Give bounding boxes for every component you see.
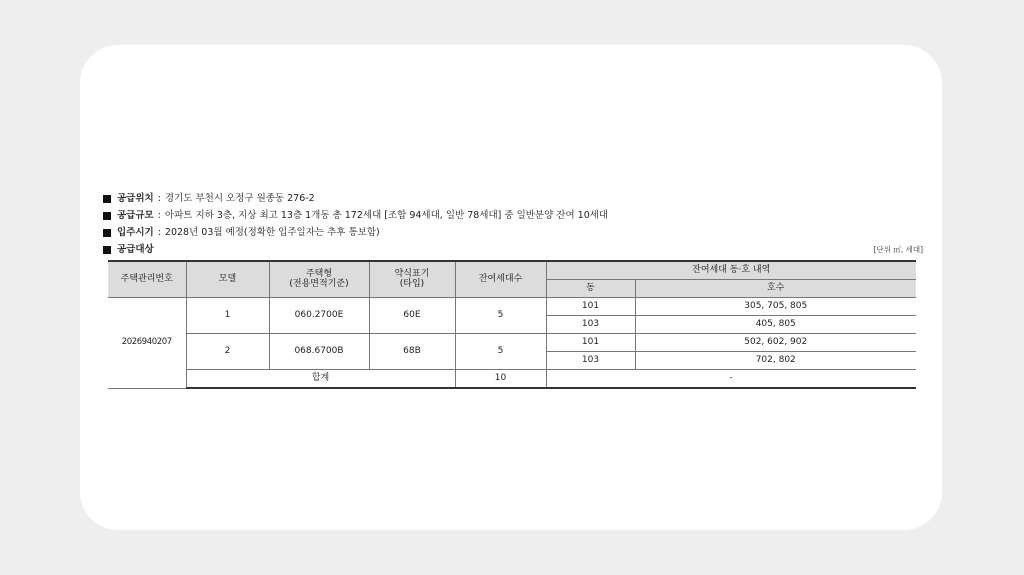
model-cell: 1: [186, 298, 269, 334]
header-abbr: 약식표기 (타입): [369, 261, 455, 298]
header-ho: 호수: [635, 280, 916, 298]
header-detail: 잔여세대 동·호 내역: [546, 261, 916, 280]
supply-info: [103, 190, 923, 258]
mgmt-no-cell: 2026940207: [108, 298, 186, 389]
supply-scale-line: [103, 207, 923, 224]
dong-cell: 101: [546, 334, 635, 352]
movein-label: 입주시기: [117, 227, 154, 238]
total-count: 10: [455, 370, 546, 389]
remaining-units-table: [108, 260, 916, 389]
supply-scale-value: 아파트 지하 3층, 지상 최고 13층 1개동 총 172세대 [조합 94세대, 일반 78세대] 중 일반분양 잔여 10세대: [164, 210, 609, 221]
table-row: [108, 334, 916, 352]
total-row: [108, 370, 916, 389]
supply-location-line: [103, 190, 923, 207]
header-row: [108, 261, 916, 280]
house-type-cell: 068.6700B: [269, 334, 369, 370]
dong-cell: 101: [546, 298, 635, 316]
ho-cell: 305, 705, 805: [635, 298, 916, 316]
house-type-cell: 060.2700E: [269, 298, 369, 334]
supply-target-line: [103, 241, 923, 258]
square-bullet-icon: [103, 246, 111, 254]
header-mgmt-no: 주택관리번호: [108, 261, 186, 298]
dong-cell: 103: [546, 352, 635, 370]
count-cell: 5: [455, 298, 546, 334]
unit-note: [단위 ㎡, 세대]: [873, 245, 923, 254]
colon-separator: :: [157, 193, 161, 204]
model-cell: 2: [186, 334, 269, 370]
ho-cell: 405, 805: [635, 316, 916, 334]
supply-target-label: 공급대상: [117, 244, 154, 255]
square-bullet-icon: [103, 229, 111, 237]
header-dong: 동: [546, 280, 635, 298]
ho-cell: 502, 602, 902: [635, 334, 916, 352]
header-remaining: 잔여세대수: [455, 261, 546, 298]
dong-cell: 103: [546, 316, 635, 334]
supply-location-value: 경기도 부천시 오정구 원종동 276-2: [164, 193, 315, 204]
movein-value: 2028년 03월 예정(정확한 입주일자는 추후 통보함): [164, 227, 380, 238]
square-bullet-icon: [103, 195, 111, 203]
abbr-cell: 68B: [369, 334, 455, 370]
colon-separator: :: [157, 210, 161, 221]
supply-location-label: 공급위치: [117, 193, 154, 204]
header-model: 모델: [186, 261, 269, 298]
header-house-type: 주택형 (전용면적기준): [269, 261, 369, 298]
supply-scale-label: 공급규모: [117, 210, 154, 221]
square-bullet-icon: [103, 212, 111, 220]
ho-cell: 702, 802: [635, 352, 916, 370]
movein-line: [103, 224, 923, 241]
table-row: [108, 298, 916, 316]
total-label: 합계: [186, 370, 455, 389]
total-detail: -: [546, 370, 916, 389]
count-cell: 5: [455, 334, 546, 370]
colon-separator: :: [157, 227, 161, 238]
abbr-cell: 60E: [369, 298, 455, 334]
